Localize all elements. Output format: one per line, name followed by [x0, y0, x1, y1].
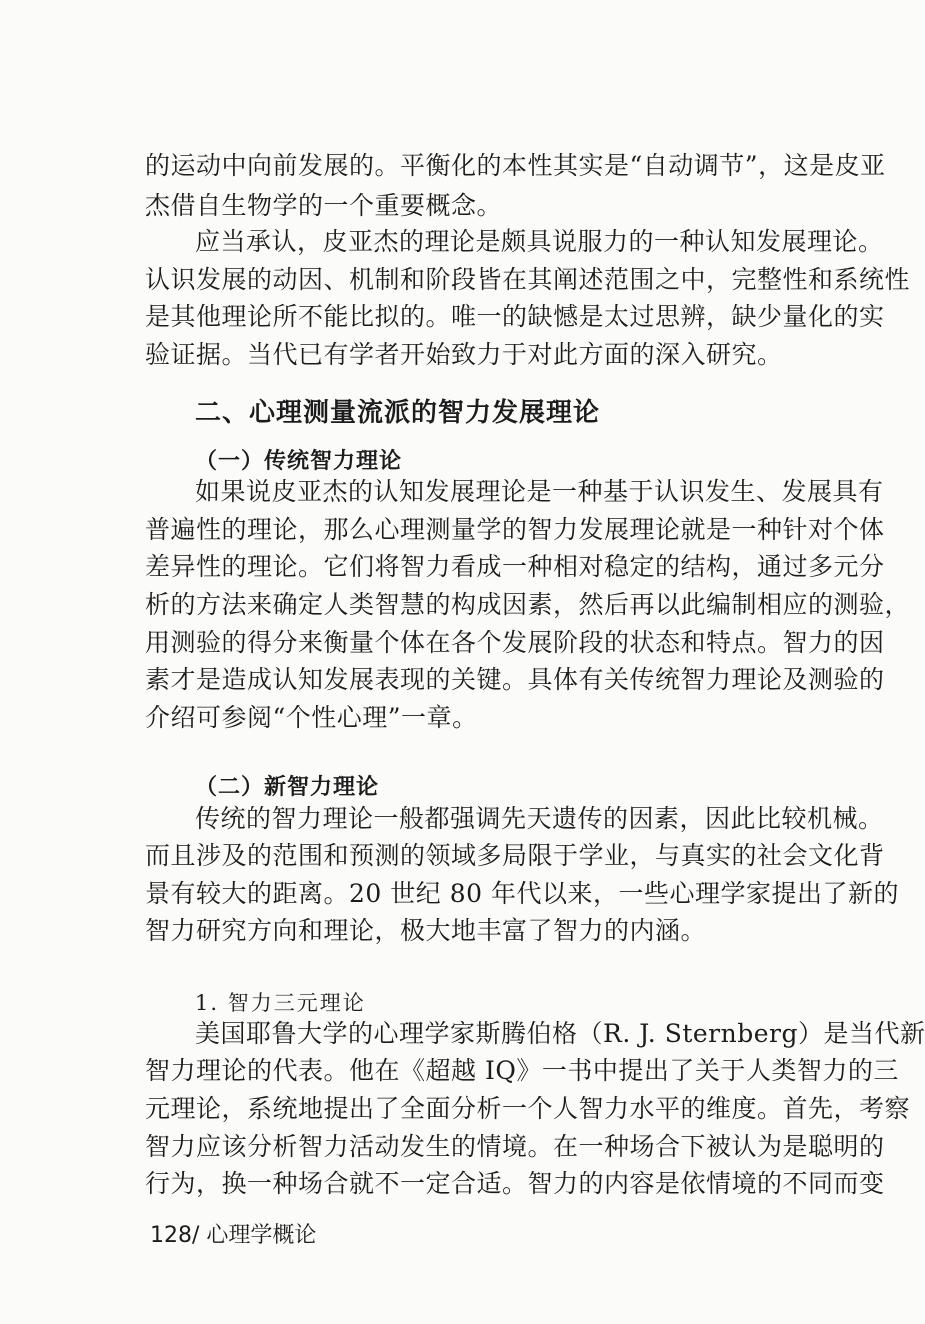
text-line: 认识发展的动因、机制和阶段皆在其阐述范围之中，完整性和系统性: [145, 265, 911, 294]
text-line: 析的方法来确定人类智慧的构成因素，然后再以此编制相应的测验，: [145, 590, 911, 619]
text-line: 而且涉及的范围和预测的领域多局限于学业，与真实的社会文化背: [145, 841, 885, 870]
text-line: 验证据。当代已有学者开始致力于对此方面的深入研究。: [145, 340, 783, 369]
item-heading: 1. 智力三元理论: [195, 991, 366, 1015]
text-line: 应当承认，皮亚杰的理论是颇具说服力的一种认知发展理论。: [195, 227, 884, 256]
text-line: 的运动中向前发展的。平衡化的本性其实是“自动调节”，这是皮亚: [145, 151, 886, 180]
text-line: 元理论，系统地提出了全面分析一个人智力水平的维度。首先，考察: [145, 1094, 911, 1123]
text-line: 行为，换一种场合就不一定合适。智力的内容是依情境的不同而变: [145, 1169, 885, 1198]
subsection-heading: （一）传统智力理论: [195, 449, 403, 474]
text-line: 美国耶鲁大学的心理学家斯腾伯格（R. J. Sternberg）是当代新: [195, 1019, 925, 1048]
text-line: 如果说皮亚杰的认知发展理论是一种基于认识发生、发展具有: [195, 477, 884, 506]
text-line: 智力研究方向和理论，极大地丰富了智力的内涵。: [145, 916, 707, 945]
text-line: 传统的智力理论一般都强调先天遗传的因素，因此比较机械。: [195, 804, 884, 833]
text-line: 介绍可参阅“个性心理”一章。: [145, 703, 478, 732]
text-line: 智力理论的代表。他在《超越 IQ》一书中提出了关于人类智力的三: [145, 1056, 899, 1085]
subsection-heading: （二）新智力理论: [195, 775, 380, 800]
text-line: 智力应该分析智力活动发生的情境。在一种场合下被认为是聪明的: [145, 1132, 885, 1161]
text-line: 差异性的理论。它们将智力看成一种相对稳定的结构，通过多元分: [145, 552, 885, 581]
text-line: 景有较大的距离。20 世纪 80 年代以来，一些心理学家提出了新的: [145, 879, 899, 908]
page-footer: 128/ 心理学概论: [150, 1223, 317, 1248]
text-line: 普遍性的理论，那么心理测量学的智力发展理论就是一种针对个体: [145, 515, 885, 544]
text-line: 杰借自生物学的一个重要概念。: [145, 191, 503, 220]
text-line: 素才是造成认知发展表现的关键。具体有关传统智力理论及测验的: [145, 665, 885, 694]
text-line: 用测验的得分来衡量个体在各个发展阶段的状态和特点。智力的因: [145, 628, 885, 657]
text-line: 是其他理论所不能比拟的。唯一的缺憾是太过思辨，缺少量化的实: [145, 302, 885, 331]
section-heading: 二、心理测量流派的智力发展理论: [195, 398, 601, 428]
